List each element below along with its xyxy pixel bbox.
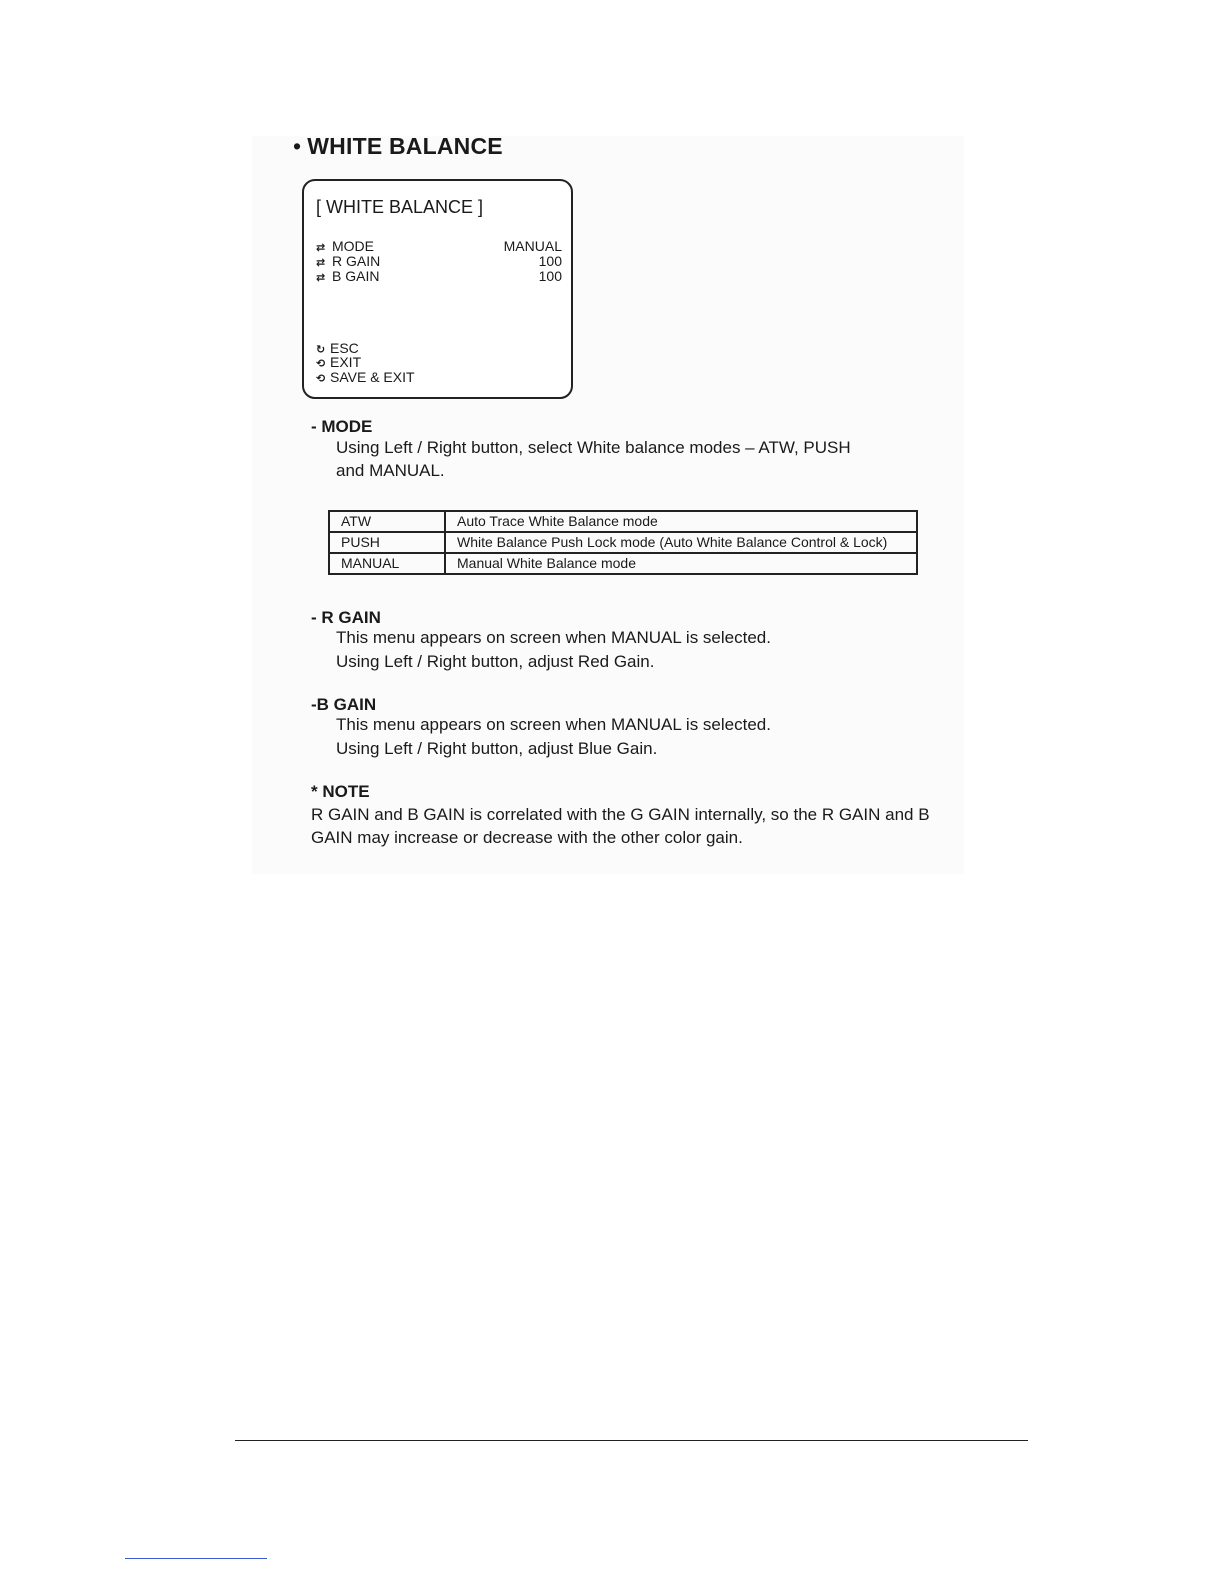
- osd-row-b-gain: [316, 269, 562, 284]
- swap-arrows-icon: ⇄: [316, 272, 326, 284]
- r-gain-line-1: This menu appears on screen when MANUAL is selected.: [336, 628, 771, 647]
- undo-icon: ↻: [316, 344, 326, 356]
- mode-cell: PUSH: [329, 532, 445, 553]
- b-gain-line-2: Using Left / Right button, adjust Blue Gain.: [336, 739, 658, 758]
- r-gain-line-2: Using Left / Right button, adjust Red Gain.: [336, 652, 655, 671]
- osd-nav-save-exit: [316, 370, 415, 385]
- mode-line-1: Using Left / Right button, select White balance modes – ATW, PUSH: [336, 438, 851, 457]
- osd-row-label: B GAIN: [332, 268, 380, 284]
- section-title-text: WHITE BALANCE: [307, 133, 503, 159]
- r-gain-heading: - R GAIN: [311, 608, 381, 627]
- osd-nav-label: ESC: [330, 340, 359, 356]
- note-line-2: GAIN may increase or decrease with the other color gain.: [311, 828, 743, 847]
- swap-arrows-icon: ⇄: [316, 257, 326, 269]
- osd-row-mode: [316, 239, 562, 254]
- b-gain-line-1: This menu appears on screen when MANUAL is selected.: [336, 715, 771, 734]
- note-line-1: R GAIN and B GAIN is correlated with the G GAIN internally, so the R GAIN and B: [311, 805, 930, 824]
- mode-heading: - MODE: [311, 417, 373, 436]
- osd-menu-box: [302, 179, 573, 399]
- bullet-icon: •: [293, 133, 302, 159]
- note-heading: * NOTE: [311, 782, 370, 801]
- table-row: [329, 511, 917, 532]
- mode-cell: MANUAL: [329, 553, 445, 574]
- osd-nav-label: EXIT: [330, 354, 362, 370]
- desc-cell: Auto Trace White Balance mode: [445, 511, 917, 532]
- osd-title: [ WHITE BALANCE ]: [316, 197, 484, 217]
- mode-line-2: and MANUAL.: [336, 461, 445, 480]
- osd-row-value: MANUAL: [503, 238, 562, 254]
- table-row: [329, 553, 917, 574]
- osd-row-value: 100: [538, 253, 562, 269]
- swap-arrows-icon: ⇄: [316, 242, 326, 254]
- footer-link-underline: [125, 1558, 267, 1559]
- desc-cell: Manual White Balance mode: [445, 553, 917, 574]
- osd-row-label: R GAIN: [332, 253, 381, 269]
- mode-table: [328, 510, 918, 575]
- osd-row-label: MODE: [332, 238, 374, 254]
- osd-nav-exit: [316, 355, 361, 370]
- osd-row-r-gain: [316, 254, 562, 269]
- enter-icon: ⟲: [316, 373, 326, 385]
- desc-cell: White Balance Push Lock mode (Auto White Balance Control & Lock): [445, 532, 917, 553]
- osd-row-value: 100: [538, 268, 562, 284]
- table-row: [329, 532, 917, 553]
- mode-cell: ATW: [329, 511, 445, 532]
- b-gain-heading: -B GAIN: [311, 695, 377, 714]
- osd-nav-label: SAVE & EXIT: [330, 369, 415, 385]
- enter-icon: ⟲: [316, 358, 326, 370]
- section-title: [293, 133, 503, 160]
- footer-rule: [235, 1440, 1028, 1441]
